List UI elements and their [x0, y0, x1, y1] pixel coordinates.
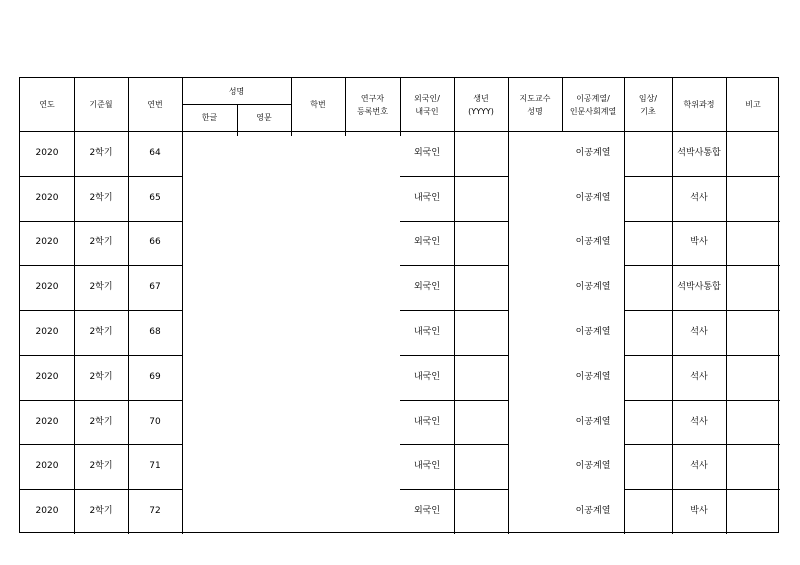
student-table — [19, 77, 779, 533]
header-advisor: 지도교수 성명 — [519, 93, 551, 116]
grid-line — [454, 78, 455, 534]
row-degree: 박사 — [690, 237, 708, 248]
row-serial: 65 — [149, 192, 161, 203]
row-year: 2020 — [35, 282, 59, 293]
header-degree: 학위과정 — [683, 100, 715, 109]
header-clinical: 임상/ 기초 — [638, 93, 658, 116]
header-name: 성명 — [228, 86, 245, 96]
header-base-month: 기준월 — [89, 100, 113, 109]
row-field: 이공계열 — [575, 506, 611, 517]
row-year: 2020 — [35, 461, 59, 472]
row-term: 2학기 — [89, 282, 113, 293]
header-serial: 연번 — [147, 100, 163, 109]
row-field: 이공계열 — [575, 237, 611, 248]
row-term: 2학기 — [89, 192, 113, 203]
row-year: 2020 — [35, 506, 59, 517]
row-year: 2020 — [35, 371, 59, 382]
row-nationality: 외국인 — [413, 506, 441, 517]
row-year: 2020 — [35, 147, 59, 158]
row-degree: 석박사통합 — [677, 282, 721, 293]
header-year: 연도 — [39, 100, 55, 109]
grid-line — [508, 78, 509, 534]
row-field: 이공계열 — [575, 147, 611, 158]
row-degree: 석사 — [690, 326, 708, 337]
row-serial: 64 — [149, 147, 161, 158]
row-term: 2학기 — [89, 147, 113, 158]
row-field: 이공계열 — [575, 461, 611, 472]
grid-line — [624, 78, 625, 534]
header-student-id: 학번 — [310, 100, 326, 109]
grid-line — [182, 78, 183, 534]
row-degree: 석사 — [690, 461, 708, 472]
row-serial: 70 — [149, 416, 161, 427]
row-nationality: 내국인 — [413, 461, 441, 472]
row-year: 2020 — [35, 192, 59, 203]
row-degree: 석사 — [690, 192, 708, 203]
header-field: 이공계열/ 인문사회계열 — [569, 93, 617, 116]
row-term: 2학기 — [89, 416, 113, 427]
row-nationality: 외국인 — [413, 147, 441, 158]
row-field: 이공계열 — [575, 371, 611, 382]
row-degree: 박사 — [690, 506, 708, 517]
header-nationality: 외국인/ 내국인 — [414, 93, 440, 116]
row-serial: 72 — [149, 506, 161, 517]
row-serial: 66 — [149, 237, 161, 248]
row-serial: 68 — [149, 326, 161, 337]
header-researcher-reg: 연구자 등록번호 — [357, 93, 388, 116]
row-serial: 71 — [149, 461, 161, 472]
row-term: 2학기 — [89, 371, 113, 382]
row-degree: 석사 — [690, 416, 708, 427]
row-nationality: 내국인 — [413, 326, 441, 337]
row-nationality: 외국인 — [413, 282, 441, 293]
row-term: 2학기 — [89, 237, 113, 248]
row-field: 이공계열 — [575, 282, 611, 293]
row-term: 2학기 — [89, 506, 113, 517]
header-birth-year: 생년 (YYYY) — [468, 93, 494, 116]
row-degree: 석사 — [690, 371, 708, 382]
row-serial: 67 — [149, 282, 161, 293]
row-field: 이공계열 — [575, 192, 611, 203]
row-term: 2학기 — [89, 461, 113, 472]
row-nationality: 내국인 — [413, 192, 441, 203]
row-degree: 석박사통합 — [677, 147, 721, 158]
grid-line — [726, 78, 727, 534]
row-field: 이공계열 — [575, 326, 611, 337]
row-serial: 69 — [149, 371, 161, 382]
row-year: 2020 — [35, 237, 59, 248]
row-nationality: 내국인 — [413, 371, 441, 382]
header-name-korean: 한글 — [201, 113, 218, 122]
row-nationality: 내국인 — [413, 416, 441, 427]
header-name-english: 영문 — [256, 113, 272, 122]
header-remarks: 비고 — [745, 100, 761, 109]
row-term: 2학기 — [89, 326, 113, 337]
row-nationality: 외국인 — [413, 237, 441, 248]
row-year: 2020 — [35, 326, 59, 337]
row-field: 이공계열 — [575, 416, 611, 427]
row-year: 2020 — [35, 416, 59, 427]
